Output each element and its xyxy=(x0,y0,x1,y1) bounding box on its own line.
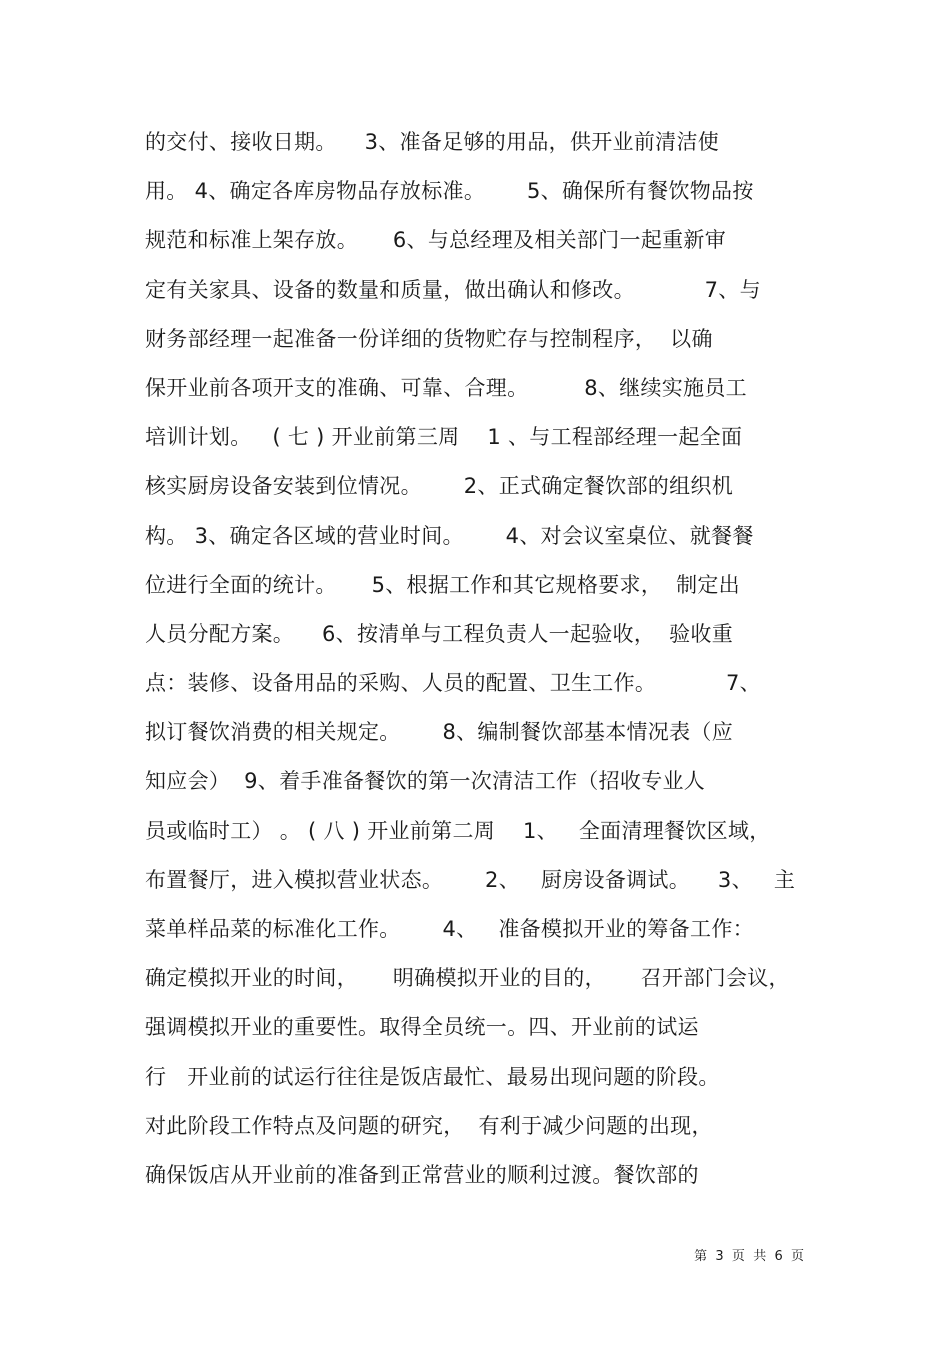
text-line: 员或临时工） 。 ( 八 ) 开业前第二周 1、 全面清理餐饮区域， xyxy=(145,818,771,843)
text-line: 保开业前各项开支的准确、可靠、合理。 8、继续实施员工 xyxy=(145,375,747,400)
text-line: 位进行全面的统计。 5、根据工作和其它规格要求， 制定出 xyxy=(145,572,740,597)
text-line: 确保饭店从开业前的准备到正常营业的顺利过渡。餐饮部的 xyxy=(145,1162,699,1187)
text-line: 菜单样品菜的标准化工作。 4、 准备模拟开业的筹备工作： xyxy=(145,917,754,941)
body-text xyxy=(145,118,825,1200)
text-line: 知应会） 9、着手准备餐饮的第一次清洁工作（招收专业人 xyxy=(145,769,706,794)
text-line: 的交付、接收日期。 3、准备足够的用品，供开业前清洁使 xyxy=(145,130,720,154)
text-line: 人员分配方案。 6、按清单与工程负责人一起验收， 验收重 xyxy=(145,621,734,646)
text-line: 布置餐厅，进入模拟营业状态。 2、 厨房设备调试。 3、 主 xyxy=(145,867,796,892)
text-line: 对此阶段工作特点及问题的研究， 有利于减少问题的出现， xyxy=(145,1113,713,1138)
page-number: 第 3 页 共 6 页 xyxy=(694,1249,804,1264)
text-line: 核实厨房设备安装到位情况。 2、正式确定餐饮部的组织机 xyxy=(145,474,734,499)
text-line: 行 开业前的试运行往往是饭店最忙、最易出现问题的阶段。 xyxy=(145,1064,720,1089)
text-line: 构。 3、确定各区域的营业时间。 4、对会议室桌位、就餐餐 xyxy=(145,523,754,548)
text-line: 定有关家具、设备的数量和质量，做出确认和修改。 7、与 xyxy=(145,277,761,302)
text-line: 强调模拟开业的重要性。取得全员统一。四、开业前的试运 xyxy=(145,1015,699,1040)
text-line: 拟订餐饮消费的相关规定。 8、编制餐饮部基本情况表（应 xyxy=(145,720,734,745)
text-line: 确定模拟开业的时间， 明确模拟开业的目的， 召开部门会议， xyxy=(145,966,790,991)
text-line: 用。 4、确定各库房物品存放标准。 5、确保所有餐饮物品按 xyxy=(145,179,754,204)
text-line: 财务部经理一起准备一份详细的货物贮存与控制程序， 以确 xyxy=(145,326,713,351)
text-line: 培训计划。 ( 七 ) 开业前第三周 1 、与工程部经理一起全面 xyxy=(145,425,743,450)
text-line: 规范和标准上架存放。 6、与总经理及相关部门一起重新审 xyxy=(145,228,727,253)
text-line: 点：装修、设备用品的采购、人员的配置、卫生工作。 7、 xyxy=(145,671,761,696)
